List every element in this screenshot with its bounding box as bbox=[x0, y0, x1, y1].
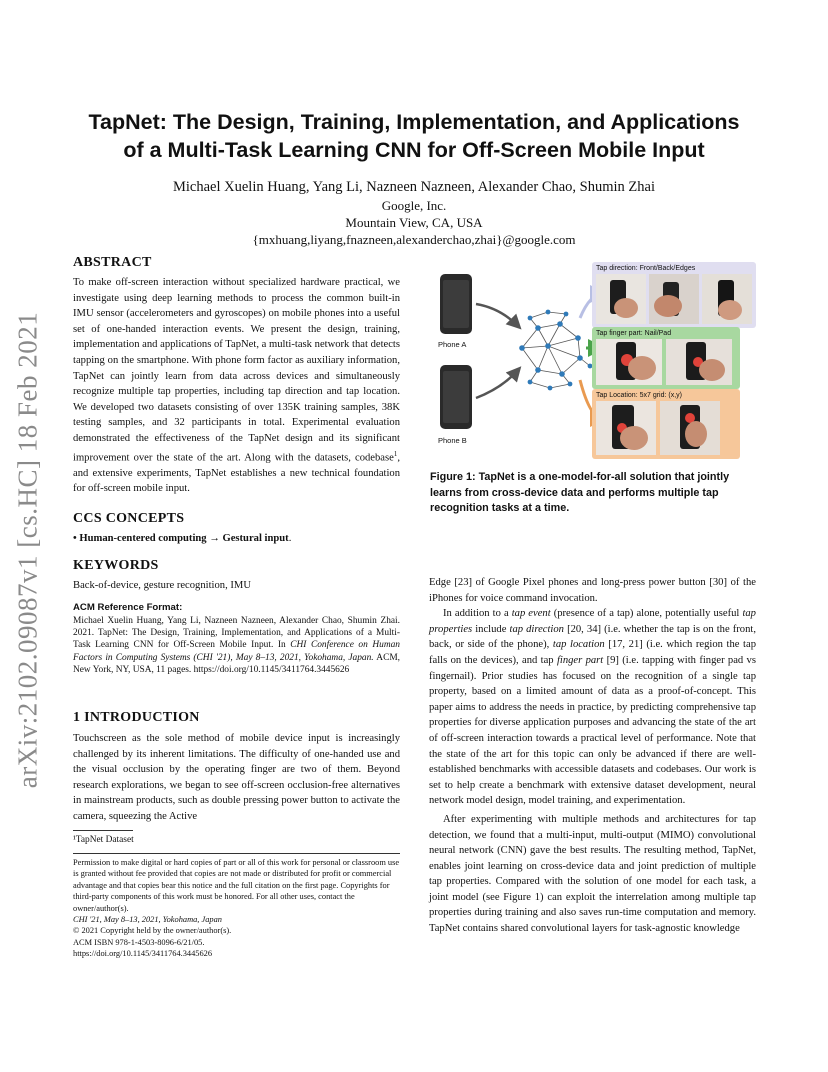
keywords-heading: KEYWORDS bbox=[73, 558, 159, 573]
panel-tap-direction bbox=[592, 262, 756, 328]
network-nodes bbox=[519, 310, 592, 391]
abstract-text-end: , and extensive experiments, TapNet establishes a new technical foundation for off-screen mobile input. bbox=[73, 452, 400, 495]
figure-1-caption: Figure 1: TapNet is a one-model-for-all solution that jointly learns from cross-device data and performs multiple tap recognition tasks at a time. bbox=[430, 471, 730, 515]
phone-a-label: Phone A bbox=[438, 340, 467, 349]
paragraph-3: After experimenting with multiple methods and architectures for tap detection, we found that a multi-input, multi-output (MIMO) convolutional neural network (CNN) gave the best results. The resulting method, TapNet, enables joint learning on cross-device data and joint prediction of multiple tap properties. Compared with the solution of one model for each task, a joint model (see Figure 1) can exploit the interrelation among multiple tap properties during training and also saves run-time computation and memory. TapNet contains shared convolutional layers for task-agnostic knowledge bbox=[429, 813, 756, 935]
permission-conf: CHI '21, May 8–13, 2021, Yokohama, Japan bbox=[73, 915, 222, 925]
permission-text: Permission to make digital or hard copies of part or all of this work for personal or classroom use is granted without fee provided that copies are not made or distributed for profit or commercial advantage and that copies bear this notice and the full citation on the first page. Copyrights for third-party components of this work must be honored. For all other uses, contact the owner/author(s). bbox=[73, 858, 400, 913]
ccs-heading: CCS CONCEPTS bbox=[73, 511, 185, 526]
abstract-body bbox=[73, 275, 400, 497]
title-line-2: of a Multi-Task Learning CNN for Off-Screen Mobile Input bbox=[123, 138, 705, 162]
permission-block bbox=[73, 857, 400, 960]
affiliation-location: Mountain View, CA, USA bbox=[345, 215, 483, 230]
paragraph-2 bbox=[429, 606, 756, 809]
ccs-item bbox=[73, 531, 400, 547]
p2-text-c: include bbox=[472, 623, 510, 635]
arxiv-identifier bbox=[8, 311, 48, 789]
paper-title bbox=[60, 108, 768, 164]
title-line-1: TapNet: The Design, Training, Implementation, and Applications bbox=[88, 110, 740, 134]
abstract-heading: ABSTRACT bbox=[73, 255, 152, 270]
ccs-concept: • Human-centered computing → Gestural input bbox=[73, 533, 289, 544]
p2-text-e: [17, 21] (i.e. which region the tap falls on the devices), and tap bbox=[429, 639, 756, 666]
arrow-phone-a bbox=[476, 304, 518, 326]
paragraph-1: Edge [23] of Google Pixel phones and long-press power button [30] of the iPhones for voice command invocation. bbox=[429, 577, 756, 604]
permission-doi[interactable]: https://doi.org/10.1145/3411764.3445626 bbox=[73, 949, 213, 959]
arrow-phone-b bbox=[476, 370, 518, 398]
phone-b-icon bbox=[440, 365, 472, 429]
term-tap-direction: tap direction bbox=[509, 623, 564, 635]
affiliation bbox=[60, 197, 768, 248]
term-tap-properties: tap properties bbox=[429, 608, 756, 635]
permission-copyright: © 2021 Copyright held by the owner/author(s). bbox=[73, 926, 232, 936]
intro-heading: 1 INTRODUCTION bbox=[73, 710, 200, 725]
figure-1 bbox=[430, 258, 760, 464]
acm-reference-text: Michael Xuelin Huang, Yang Li, Nazneen Nazneen, Alexander Chao, Shumin Zhai. 2021. TapNet: The Design, Training, Implementation, and Applications of a Multi-Task Learning CNN for Off-Screen Mobile Input. In bbox=[73, 616, 400, 651]
phone-a-icon bbox=[440, 274, 472, 334]
p2-text-a: In addition to a bbox=[443, 608, 512, 620]
term-tap-event: tap event bbox=[511, 608, 551, 620]
permission-rule bbox=[73, 853, 400, 854]
footnote-marker[interactable]: 1 bbox=[393, 449, 398, 458]
footnote-text: ¹TapNet Dataset bbox=[73, 835, 134, 845]
right-column-body bbox=[429, 575, 756, 937]
p2-text-d: [20, 34] (i.e. whether the tap is on the front, back, or side of the phone), bbox=[429, 623, 756, 651]
arxiv-id-text: arXiv:2102.09087v1 [cs.HC] 18 Feb 2021 bbox=[12, 311, 43, 789]
p2-text-f: [9] (i.e. tapping with finger pad vs fingernail). Prior studies has focused on the recognition of a single tap property, based on a limited amount of data as a proof-of-concept. This paper aims to address the needs in practice, by predicting comprehensive tap properties for diverse application purposes and advancing the state of the art of off-screen interaction towards a practical level of performance. Note that the state of the art for this topic can only be advanced if there are well-established benchmarks with accessible datasets and codebases. Our work is set to help create a benchmark with extensive dataset development, neural network model design, model training, and experimentation. bbox=[429, 654, 756, 807]
affiliation-emails: {mxhuang,liyang,fnazneen,alexanderchao,zhai}@google.com bbox=[252, 232, 576, 247]
phone-b-label: Phone B bbox=[438, 436, 467, 445]
panel-tap-finger-part bbox=[592, 327, 740, 389]
permission-isbn: ACM ISBN 978-1-4503-8096-6/21/05. bbox=[73, 937, 205, 947]
term-finger-part: finger part bbox=[556, 654, 604, 666]
acm-reference-venue: CHI Conference on Human Factors in Computing Systems (CHI '21), May 8–13, 2021, Yokohama, Japan. bbox=[73, 640, 400, 663]
panel-tap-location bbox=[592, 389, 740, 459]
term-tap-location: tap location bbox=[552, 639, 605, 651]
acm-reference bbox=[73, 602, 400, 676]
intro-body: Touchscreen as the sole method of mobile device input is increasingly challenged by its inherent limitations. The difficulty of one-handed use and the visual occlusion by the operating finger are two of them. Beyond research explorations, we began to see off-screen occlusion-free alternatives in mainstream products, such as double pressing power button to activate the camera, squeezing the Active bbox=[73, 733, 400, 822]
acm-reference-doi[interactable]: ACM, New York, NY, USA, 11 pages. https://doi.org/10.1145/3411764.3445626 bbox=[73, 652, 400, 675]
affiliation-org: Google, Inc. bbox=[381, 198, 447, 213]
ccs-period: . bbox=[288, 533, 292, 544]
label-tap-finger: Tap finger part: Nail/Pad bbox=[596, 330, 672, 337]
neural-network-icon bbox=[522, 312, 590, 388]
label-tap-direction: Tap direction: Front/Back/Edges bbox=[596, 265, 696, 272]
p2-text-b: (presence of a tap) alone, potentially useful bbox=[550, 608, 743, 620]
acm-reference-heading: ACM Reference Format: bbox=[73, 602, 183, 613]
keywords-text: Back-of-device, gesture recognition, IMU bbox=[73, 580, 251, 591]
authors: Michael Xuelin Huang, Yang Li, Nazneen Nazneen, Alexander Chao, Shumin Zhai bbox=[173, 179, 655, 195]
label-tap-location: Tap Location: 5x7 grid: (x,y) bbox=[596, 392, 682, 399]
abstract-text: To make off-screen interaction without specialized hardware practical, we investigate using deep learning methods to process the common built-in IMU sensor (accelerometers and gyroscopes) on mobile phones into a useful set of one-handed interaction events. We present the design, training, implementation and applications of TapNet, a multi-task network that detects tapping on the smartphone. With phone form factor as auxiliary information, TapNet can jointly learn from data across devices and simultaneously recognize multiple tap properties, including tap direction and tap location. We developed two datasets consisting of over 135K training samples, 38K testing samples, and 32 participants in total. Experimental evaluation demonstrated the effectiveness of the TapNet design and its significant improvement over the state of the art. Along with the datasets, codebase bbox=[73, 277, 400, 464]
footnote-rule bbox=[73, 830, 133, 831]
acm-reference-body bbox=[73, 615, 400, 676]
